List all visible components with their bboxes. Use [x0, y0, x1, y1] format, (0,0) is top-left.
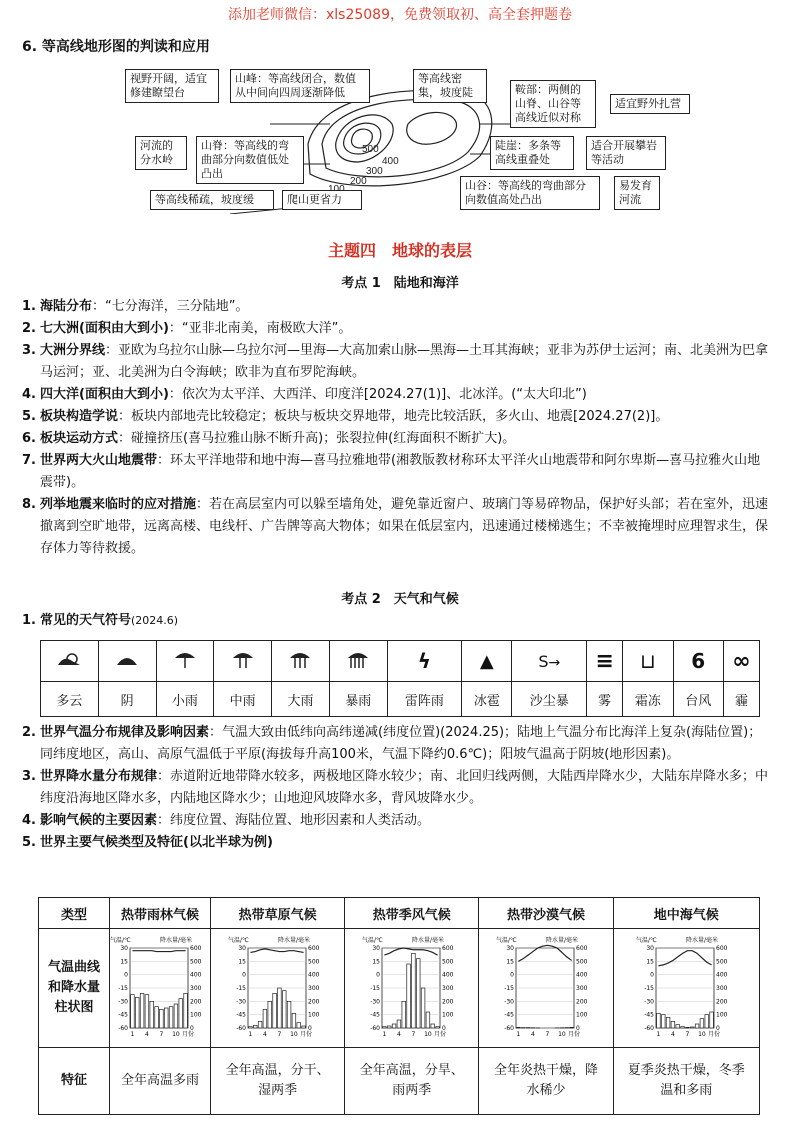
contour-200: [322, 99, 480, 176]
tick-label-temp: 0: [650, 971, 655, 979]
item-label: 大洲分界线: [40, 343, 106, 358]
chart-cell: [345, 929, 479, 1048]
list-item: [22, 494, 770, 560]
tick-label-precip: 100: [307, 1011, 320, 1019]
weather-label: 冰雹: [462, 682, 512, 717]
tick-label-month: 7: [545, 1031, 550, 1038]
tick-label-precip: 300: [307, 985, 320, 992]
tick-label-temp: -60: [235, 1025, 246, 1032]
item-number: 1.: [22, 613, 36, 628]
axis-label-precip: 降水量/毫米: [546, 937, 579, 944]
contour-label-200: 200: [350, 176, 367, 187]
item-number: 4.: [22, 813, 36, 828]
item-label: 七大洲(面积由大到小): [40, 321, 169, 336]
tick-label-precip: 0: [190, 1025, 194, 1032]
climate-chart-row: [39, 929, 760, 1048]
tick-label-temp: 0: [241, 971, 246, 979]
tick-label-month: 10: [698, 1031, 707, 1038]
kp2-title: 考点 2 天气和气候: [341, 592, 459, 607]
weather-label: 多云: [41, 682, 99, 717]
tick-label-month: 7: [159, 1031, 164, 1038]
tick-label-month: 7: [685, 1031, 690, 1038]
precip-bar: [416, 959, 420, 1028]
weather-label: 雷阵雨: [387, 682, 462, 717]
row-head: 特征: [39, 1048, 110, 1115]
tick-label-precip: 0: [716, 1025, 721, 1032]
precip-bar: [426, 1012, 430, 1028]
tick-label-month: 1: [130, 1031, 135, 1038]
climate-feature: 全年高温多雨: [110, 1048, 211, 1115]
climate-feature: 夏季炎热干燥，冬季温和多雨: [613, 1048, 759, 1115]
heavy-rain-icon: [272, 641, 330, 682]
axis-label-precip: 降水量/毫米: [411, 937, 444, 944]
axis-label-precip: 降水量/毫米: [160, 937, 193, 944]
tick-label-precip: 100: [716, 1011, 728, 1019]
tick-label-temp: -30: [504, 998, 514, 1006]
tick-label-month: 10: [558, 1031, 566, 1038]
weather-label: 中雨: [214, 682, 272, 717]
temp-line: [659, 951, 712, 966]
item-label: 影响气候的主要因素: [40, 813, 158, 828]
weather-symbol-table: [40, 640, 760, 717]
hail-icon: ▲: [462, 641, 512, 682]
tick-label-temp: -45: [644, 1011, 655, 1019]
tick-label-month: 4: [262, 1031, 267, 1038]
frost-icon: ⊔: [623, 641, 673, 682]
item-number: 5.: [22, 835, 36, 850]
tick-label-precip: 0: [307, 1025, 312, 1032]
tick-label-temp: 30: [372, 945, 380, 952]
tick-label-temp: 30: [237, 945, 246, 952]
tick-label-temp: 30: [646, 945, 655, 952]
tick-label-temp: -15: [504, 985, 514, 992]
tick-label-month: 10: [172, 1031, 180, 1038]
axis-label-month: 月份: [299, 1031, 312, 1038]
list-item: [22, 406, 770, 428]
tick-label-temp: 0: [375, 971, 380, 979]
precip-bar: [710, 1012, 714, 1028]
tick-label-temp: 15: [506, 958, 514, 966]
item-number: 3.: [22, 343, 36, 358]
tick-label-precip: 100: [190, 1011, 202, 1019]
precip-bar: [169, 1007, 173, 1028]
tick-label-precip: 600: [307, 945, 320, 952]
tick-label-precip: 500: [576, 958, 588, 966]
fog-icon: ≡: [587, 641, 623, 682]
tick-label-temp: 15: [646, 958, 655, 966]
weather-label: 霜冻: [623, 682, 673, 717]
tick-label-temp: -30: [644, 998, 655, 1006]
tick-label-precip: 100: [441, 1011, 454, 1019]
precip-bar: [517, 1027, 521, 1028]
tick-label-precip: 500: [190, 958, 202, 966]
precip-bar: [387, 1026, 391, 1028]
item-text: (2024.6): [131, 614, 179, 627]
items1-list: [22, 296, 770, 560]
precip-bar: [570, 1027, 574, 1028]
tick-label-month: 7: [277, 1031, 281, 1038]
weather-label: 暴雨: [329, 682, 387, 717]
tick-label-temp: 30: [506, 945, 514, 952]
precip-bar: [155, 1007, 159, 1028]
climate-feature: 全年高温，分旱、雨两季: [345, 1048, 479, 1115]
items2-list: [22, 722, 770, 854]
tick-label-month: 1: [516, 1031, 521, 1038]
box-climb: 适合开展攀岩等活动: [586, 136, 666, 170]
box-valley: 山谷：等高线的弯曲部分向数值高处凸出: [460, 176, 600, 210]
precip-bar: [676, 1025, 680, 1028]
list-item: [22, 340, 770, 384]
temp-line: [384, 948, 437, 955]
precip-bar: [174, 1004, 178, 1028]
precip-bar: [657, 1013, 661, 1028]
tick-label-precip: 600: [441, 945, 454, 952]
tick-label-precip: 0: [576, 1025, 580, 1032]
precip-bar: [145, 995, 149, 1028]
tick-label-precip: 200: [190, 998, 202, 1006]
chart-cell: [211, 929, 345, 1048]
precip-bar: [287, 1001, 291, 1028]
weather-label: 雾: [587, 682, 623, 717]
axis-label-precip: 降水量/毫米: [686, 937, 719, 944]
precip-bar: [681, 1027, 685, 1028]
tick-label-month: 7: [411, 1031, 416, 1038]
tick-label-temp: -30: [369, 998, 380, 1006]
box-sparse: 等高线稀疏，坡度缓: [150, 190, 274, 210]
tick-label-temp: 15: [120, 958, 128, 966]
item-number: 1.: [22, 299, 36, 314]
list-item: [22, 318, 770, 340]
weather-label-row: [41, 682, 760, 717]
precip-bar: [662, 1015, 666, 1028]
tick-label-precip: 200: [716, 998, 728, 1006]
chart-cell: [479, 929, 613, 1048]
precip-bar: [686, 1027, 690, 1028]
precip-bar: [184, 993, 188, 1028]
tick-label-temp: -60: [118, 1025, 128, 1032]
tick-label-month: 1: [382, 1031, 387, 1038]
tick-label-precip: 600: [716, 945, 728, 952]
precip-bar: [301, 1026, 305, 1028]
tick-label-precip: 300: [716, 985, 728, 992]
precip-bar: [272, 993, 276, 1028]
item-label: 板块构造学说: [40, 409, 119, 424]
weather-label: 沙尘暴: [512, 682, 587, 717]
tick-label-precip: 400: [716, 971, 728, 979]
climate-type: 热带雨林气候: [110, 898, 211, 929]
item-text: ：“七分海洋，三分陆地”。: [92, 299, 249, 314]
precip-bar: [297, 1023, 301, 1028]
box-view: 视野开阔，适宜修建瞭望台: [125, 69, 219, 103]
axis-label-month: 月份: [708, 1031, 721, 1038]
precip-bar: [164, 1008, 168, 1028]
section-6-title: 6. 等高线地形图的判读和应用: [22, 39, 210, 55]
tick-label-precip: 300: [441, 985, 454, 992]
precip-bar: [253, 1025, 257, 1028]
tick-label-month: 1: [248, 1031, 252, 1038]
precip-bar: [696, 1024, 700, 1028]
topic-title: 主题四 地球的表层: [327, 241, 472, 260]
precip-bar: [282, 991, 286, 1028]
tick-label-month: 4: [531, 1031, 535, 1038]
tick-label-month: 10: [423, 1031, 432, 1038]
box-easy: 爬山更省力: [282, 190, 362, 210]
list-item: [22, 766, 770, 810]
box-cliff: 陡崖：多条等高线重叠处: [490, 136, 574, 170]
tick-label-precip: 200: [441, 998, 454, 1006]
precip-bar: [135, 997, 139, 1028]
tick-label-month: 4: [396, 1031, 401, 1038]
climate-feature: 全年炎热干燥，降水稀少: [479, 1048, 613, 1115]
list-item: [22, 722, 770, 766]
item-text: ：亚欧为乌拉尔山脉—乌拉尔河—里海—大高加索山脉—黑海—土耳其海峡；亚非为苏伊士运河；南、北美洲为巴拿马运河；亚、北美洲为白令海峡；欧非为直布罗陀海峡。: [40, 343, 769, 380]
tick-label-precip: 400: [441, 971, 454, 979]
item-number: 2.: [22, 725, 36, 740]
tick-label-month: 10: [289, 1031, 298, 1038]
axis-label-month: 月份: [182, 1031, 195, 1038]
item-label: 世界两大火山地震带: [40, 453, 158, 468]
item-text: ：板块内部地壳比较稳定；板块与板块交界地带，地壳比较活跃，多火山、地震[2024.27(2)]。: [118, 409, 669, 424]
precip-bar: [292, 1013, 296, 1028]
item-number: 2.: [22, 321, 36, 336]
tick-label-precip: 300: [190, 985, 202, 992]
precip-bar: [263, 1009, 267, 1028]
axis-label-temp: 气温/℃: [361, 937, 383, 944]
weather-title: [22, 610, 770, 632]
axis-label-precip: 降水量/毫米: [277, 937, 310, 944]
list-item: [22, 428, 770, 450]
light-rain-icon: [156, 641, 214, 682]
item-label: 四大洋(面积由大到小): [40, 387, 169, 402]
item-text: ：环太平洋地带和地中海—喜马拉雅地带(湘教版教材称环太平洋火山地震带和阿尔卑斯—喜马拉雅火山地震带)。: [40, 453, 761, 490]
tick-label-precip: 600: [190, 945, 202, 952]
precip-bar: [421, 988, 425, 1028]
climate-chart-desert: [496, 934, 596, 1042]
precip-bar: [671, 1021, 675, 1028]
item-number: 8.: [22, 497, 36, 512]
item-text: ：赤道附近地带降水较多，两极地区降水较少；南、北回归线两侧，大陆西岸降水少，大陆东岸降水多；中纬度沿海地区降水多，内陆地区降水少；山地迎风坡降水多，背风坡降水少。: [40, 769, 769, 806]
item-number: 5.: [22, 409, 36, 424]
tick-label-precip: 500: [307, 958, 320, 966]
tick-label-precip: 600: [576, 945, 588, 952]
precip-bar: [382, 1027, 386, 1028]
tick-label-precip: 400: [307, 971, 320, 979]
precip-bar: [411, 953, 415, 1028]
tick-label-precip: 300: [576, 985, 588, 992]
temp-line: [250, 949, 303, 953]
tick-label-temp: -60: [644, 1025, 655, 1032]
watermark: 添加老师微信：xls25089，免费领取初、高全套押题卷: [227, 7, 572, 23]
row-head: 气温曲线和降水量柱状图: [39, 929, 110, 1048]
contour-label-500: 500: [362, 144, 379, 155]
tick-label-temp: -60: [504, 1025, 514, 1032]
precip-bar: [397, 1020, 401, 1028]
list-item: [22, 810, 770, 832]
tick-label-temp: 15: [237, 958, 246, 966]
tick-label-precip: 400: [190, 971, 202, 979]
tick-label-temp: -15: [369, 985, 380, 992]
contour-label-300: 300: [366, 166, 383, 177]
tick-label-month: 4: [671, 1031, 676, 1038]
contour-right: [407, 112, 457, 144]
climate-feature: 全年高温，分干、湿两季: [211, 1048, 345, 1115]
precip-bar: [700, 1019, 704, 1028]
weather-label: 阴: [98, 682, 156, 717]
temp-line: [132, 951, 185, 952]
list-item: [22, 450, 770, 494]
climate-head-row: [39, 898, 760, 929]
tick-label-temp: -45: [118, 1011, 128, 1019]
tick-label-temp: -15: [235, 985, 246, 992]
item-number: 3.: [22, 769, 36, 784]
box-river: 易发育河流: [614, 176, 660, 210]
box-saddle: 鞍部：两侧的山脊、山谷等高线近似对称: [510, 80, 596, 128]
climate-feature-row: [39, 1048, 760, 1115]
tick-label-precip: 400: [576, 971, 588, 979]
box-camp: 适宜野外扎营: [610, 94, 690, 114]
axis-label-month: 月份: [433, 1031, 446, 1038]
contour-label-400: 400: [382, 156, 399, 167]
chart-cell: [613, 929, 759, 1048]
precip-bar: [667, 1017, 671, 1028]
axis-label-temp: 气温/℃: [496, 937, 517, 944]
item-text: ：“亚非北南美，南极欧大洋”。: [168, 321, 352, 336]
item-number: 7.: [22, 453, 36, 468]
climate-type: 热带季风气候: [345, 898, 479, 929]
axis-label-temp: 气温/℃: [636, 937, 658, 944]
sandstorm-icon: S→: [512, 641, 587, 682]
tick-label-temp: 30: [120, 945, 128, 952]
precip-bar: [407, 964, 411, 1028]
climate-chart-rainforest: [110, 934, 210, 1042]
item-number: 6.: [22, 431, 36, 446]
precip-bar: [691, 1027, 695, 1028]
tick-label-temp: 0: [124, 971, 128, 979]
precip-bar: [160, 1009, 164, 1028]
weather-label: 霾: [723, 682, 759, 717]
axis-label-month: 月份: [568, 1031, 581, 1038]
precip-bar: [392, 1024, 396, 1028]
box-divide: 河流的分水岭: [135, 136, 187, 170]
chart-cell: [110, 929, 211, 1048]
tick-label-temp: -15: [644, 985, 655, 992]
tick-label-precip: 200: [307, 998, 320, 1006]
tick-label-temp: -15: [118, 985, 128, 992]
precip-bar: [436, 1027, 440, 1028]
list-item: [22, 296, 770, 318]
climate-chart-mediterranean: [636, 934, 736, 1042]
tick-label-temp: -45: [504, 1011, 514, 1019]
precip-bar: [258, 1021, 262, 1028]
tick-label-month: 1: [656, 1031, 661, 1038]
tick-label-precip: 100: [576, 1011, 588, 1019]
tick-label-temp: -60: [369, 1025, 380, 1032]
list-item: [22, 384, 770, 406]
climate-table: [38, 897, 760, 1115]
weather-icon-row: [41, 641, 760, 682]
item-text: ：依次为太平洋、大西洋、印度洋[2024.27(1)]、北冰洋。(“太大印北”): [168, 387, 587, 402]
weather-label: 大雨: [272, 682, 330, 717]
climate-type: 地中海气候: [613, 898, 759, 929]
precip-bar: [431, 1024, 435, 1028]
precip-bar: [179, 999, 183, 1028]
axis-label-temp: 气温/℃: [110, 937, 131, 944]
item-label: 常见的天气符号: [40, 613, 132, 628]
tick-label-precip: 200: [576, 998, 588, 1006]
precip-bar: [248, 1027, 252, 1028]
item-text: ：碰撞挤压(喜马拉雅山脉不断升高)；张裂拉伸(红海面积不断扩大)。: [118, 431, 516, 446]
tick-label-precip: 500: [441, 958, 454, 966]
rainstorm-icon: [329, 641, 387, 682]
weather-label: 小雨: [156, 682, 214, 717]
precip-bar: [705, 1015, 709, 1028]
item-label: 世界主要气候类型及特征(以北半球为例): [40, 835, 273, 850]
haze-icon: ∞: [723, 641, 759, 682]
item-text: ：纬度位置、海陆位置、地形因素和人类活动。: [157, 813, 431, 828]
climate-chart-monsoon: [362, 934, 462, 1042]
item-label: 列举地震来临时的应对措施: [40, 497, 197, 512]
contour-diagram: [130, 64, 690, 214]
precip-bar: [402, 1001, 406, 1028]
tick-label-temp: -45: [235, 1011, 246, 1019]
moderate-rain-icon: [214, 641, 272, 682]
climate-type: 热带草原气候: [211, 898, 345, 929]
cloudy-icon: [41, 641, 99, 682]
overcast-icon: [98, 641, 156, 682]
precip-bar: [140, 993, 144, 1028]
tick-label-temp: -30: [235, 998, 246, 1006]
item-label: 板块运动方式: [40, 431, 119, 446]
tick-label-temp: 0: [510, 971, 514, 979]
precip-bar: [131, 995, 135, 1028]
tick-label-precip: 500: [716, 958, 728, 966]
item-label: 世界降水量分布规律: [40, 769, 158, 784]
tick-label-precip: 0: [441, 1025, 446, 1032]
box-peak: 山峰：等高线闭合，数值从中间向四周逐渐降低: [230, 69, 370, 103]
item-label: 世界气温分布规律及影响因素: [40, 725, 210, 740]
weather-label: 台风: [673, 682, 723, 717]
item-number: 4.: [22, 387, 36, 402]
climate-chart-savanna: [228, 934, 328, 1042]
thunderstorm-icon: ϟ: [387, 641, 462, 682]
precip-bar: [277, 988, 281, 1028]
box-ridge: 山脊：等高线的弯曲部分向数值低处凸出: [196, 136, 304, 184]
row-head: 类型: [39, 898, 110, 929]
tick-label-month: 4: [145, 1031, 149, 1038]
axis-label-temp: 气温/℃: [227, 937, 249, 944]
list-item: [22, 832, 770, 854]
item-text: ：若在高层室内可以躲至墙角处，避免靠近窗户、玻璃门等易碎物品，保护好头部；若在室外，迅速撤离到空旷地带，远离高楼、电线杆、广告牌等高大物体；如果在低层室内，迅速通过楼梯逃生；不幸被掩埋时应理智求生，保存体力等待救援。: [40, 497, 769, 556]
typhoon-icon: 6: [673, 641, 723, 682]
box-dense: 等高线密集，坡度陡: [413, 69, 487, 103]
precip-bar: [150, 1001, 154, 1028]
item-text: ：气温大致由低纬向高纬递减(纬度位置)(2024.25)；陆地上气温分布比海洋上复杂(海陆位置)；同纬度地区，高山、高原气温低于平原(海拔每升高100米，气温下降约0.6℃)；阳坡气温高于阴坡(地形因素)。: [40, 725, 762, 762]
tick-label-temp: -45: [369, 1011, 380, 1019]
tick-label-temp: 15: [372, 958, 380, 966]
kp1-title: 考点 1 陆地和海洋: [341, 276, 459, 291]
tick-label-temp: -30: [118, 998, 128, 1006]
precip-bar: [268, 1001, 272, 1028]
item-label: 海陆分布: [40, 299, 93, 314]
climate-type: 热带沙漠气候: [479, 898, 613, 929]
